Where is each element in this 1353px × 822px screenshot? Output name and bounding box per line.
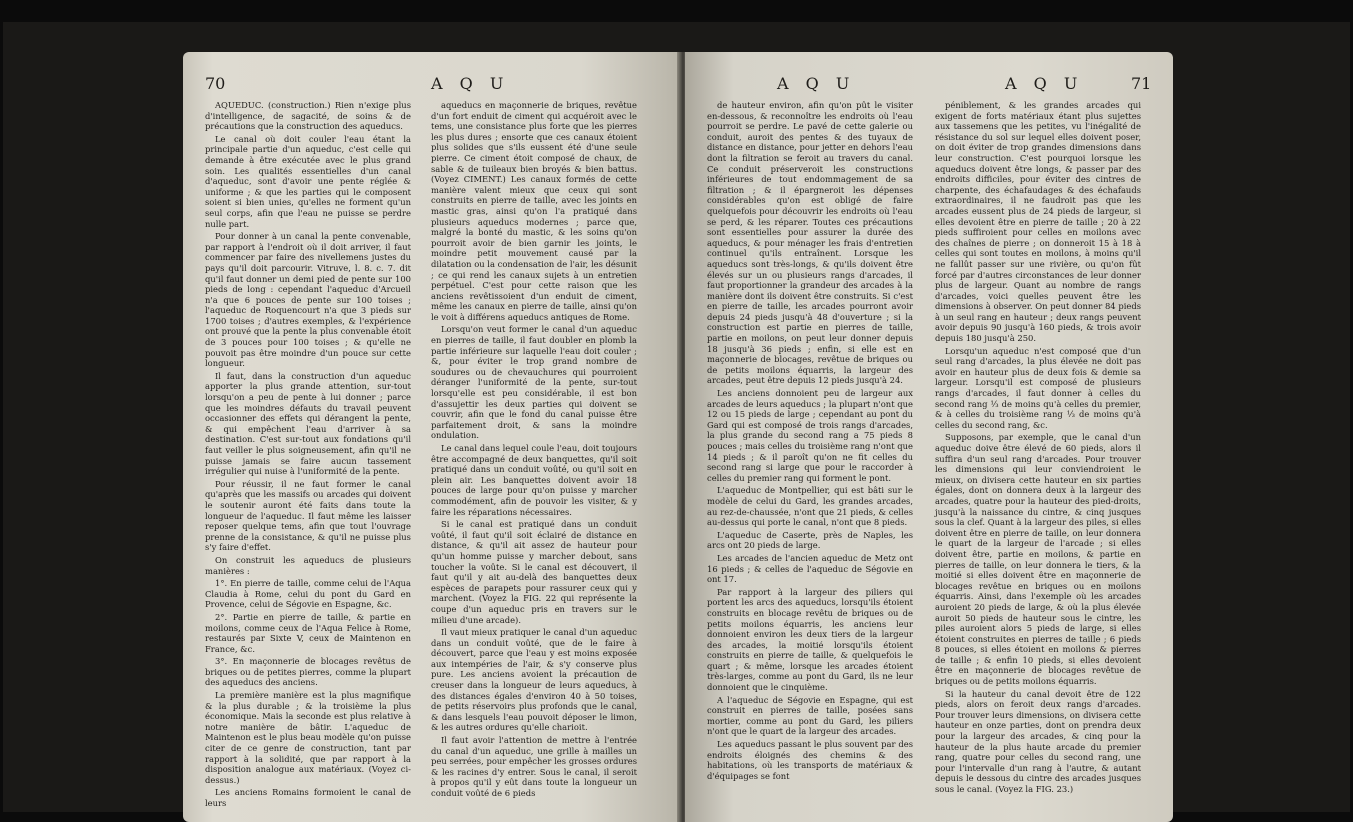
paragraph: La première manière est la plus magnifique & la plus durable ; & la troisième la plus économique. Mais la seconde est plus relative à notre manière de bâtir. L'aqueduc de Maintenon est le plus beau modèle qu'on puisse citer de ce genre de construction, tant par rapport à la solidité, que par rapport à la disposition analogue aux matériaux. (Voyez ci-dessus.) bbox=[205, 690, 411, 785]
paragraph: AQUEDUC. (construction.) Rien n'exige plus d'intelligence, de sagacité, de soins & de précautions que la construction des aqueducs. bbox=[205, 100, 411, 132]
paragraph: Le canal dans lequel coule l'eau, doit toujours être accompagné de deux banquettes, qu'il soit pratiqué dans un conduit voûté, ou qu'il soit en plein air. Les banquettes doivent avoir 18 pouces de large pour qu'on puisse y marcher commodément, afin de pouvoir les visiter, & y faire les réparations nécessaires. bbox=[431, 443, 637, 517]
paragraph: Le canal où doit couler l'eau étant la principale partie d'un aqueduc, c'est celle qui demande à être exécutée avec le plus grand soin. Les qualités essentielles d'un canal d'aqueduc, sont d'avoir une pente réglée & uniforme ; & que les parties qui le composent soient si bien unies, qu'elles ne forment qu'un seul corps, afin que l'eau ne puisse se perdre nulle part. bbox=[205, 133, 411, 229]
right-page-number: 71 bbox=[1131, 74, 1152, 93]
paragraph: Il faut avoir l'attention de mettre à l'entrée du canal d'un aqueduc, une grille à mailles un peu serrées, pour empêcher les grosses ordures & les racines d'y entrer. Sous le canal, il seroit à propos qu'il y eût dans toute la longueur un conduit voûté de 6 pieds bbox=[431, 735, 637, 798]
right-column-1 bbox=[707, 100, 913, 783]
right-running-head-left: A Q U bbox=[777, 74, 856, 93]
paragraph: Si le canal est pratiqué dans un conduit voûté, il faut qu'il soit éclairé de distance en distance, & qu'il ait assez de hauteur pour qu'un homme puisse y marcher debout, sans toucher la voûte. Si le canal est découvert, il faut qu'il y ait au-delà des banquettes deux espèces de parapets pour rassurer ceux qui y marchent. (Voyez la FIG. 22 qui représente la coupe d'un aqueduc pris en travers sur le milieu d'une arcade). bbox=[431, 519, 637, 625]
paragraph: Il faut, dans la construction d'un aqueduc apporter la plus grande attention, sur-tout lorsqu'on a peu de pente à lui donner ; parce que les moindres défauts du travail peuvent occasionner des effets qui dérangent la pente, & qui empêchent l'eau d'arriver à sa destination. C'est sur-tout aux fondations qu'il faut veiller le plus soigneusement, afin qu'il ne puisse jamais se faire aucun tassement irrégulier qui nuise à l'uniformité de la pente. bbox=[205, 370, 411, 477]
book-scan bbox=[3, 22, 1350, 812]
paragraph: 2°. Partie en pierre de taille, & partie en moilons, comme ceux de l'Aqua Felice à Rome, restaurés par Sixte V, ceux de Maintenon en France, &c. bbox=[205, 611, 411, 654]
paragraph: Les aqueducs passant le plus souvent par des endroits éloignés des chemins & des habitations, où les transports de matériaux & d'équipages se font bbox=[707, 739, 913, 781]
paragraph: On construit les aqueducs de plusieurs manières : bbox=[205, 554, 411, 576]
paragraph: Pour donner à un canal la pente convenable, par rapport à l'endroit où il doit arriver, il faut commencer par faire des nivellemens justes du pays qu'il doit parcourir. Vitruve, l. 8. c. 7. dit qu'il faut donner un demi pied de pente sur 100 pieds de long : cependant l'aqueduc d'Arcueil n'a que 6 pouces de pente sur 100 toises ; l'aqueduc de Roquencourt n'a que 3 pieds sur 1700 toises ; d'autres exemples, & l'expérience ont prouvé que la pente la plus convenable étoit de 3 pouces pour 100 toises ; & qu'elle ne pouvoit pas être moindre d'un pouce sur cette longueur. bbox=[205, 231, 411, 369]
left-page bbox=[183, 52, 681, 822]
paragraph: Si la hauteur du canal devoit être de 122 pieds, alors on feroit deux rangs d'arcades. Pour trouver leurs dimensions, on divisera cette hauteur en onze parties, dont on prendra deux pour la largeur des arcades, & cinq pour la hauteur de la plus haute arcade du premier rang, quatre pour celles du second rang, une pour l'intervalle d'un rang à l'autre, & autant depuis le dessous du cintre des arcades jusques sous le canal. (Voyez la FIG. 23.) bbox=[935, 688, 1141, 794]
paragraph: Lorsqu'un aqueduc n'est composé que d'un seul rang d'arcades, la plus élevée ne doit pas avoir en hauteur plus de deux fois & demie sa largeur. Lorsqu'il est composé de plusieurs rangs d'arcades, il faut donner à celles du second rang ⅓ de moins qu'à celles du premier, & à celles du troisième rang ⅓ de moins qu'à celles du second rang, &c. bbox=[935, 345, 1141, 430]
right-page bbox=[685, 52, 1173, 822]
paragraph: 3°. En maçonnerie de blocages revêtus de briques ou de petites pierres, comme la plupart des aqueducs des anciens. bbox=[205, 656, 411, 688]
left-column-1 bbox=[205, 100, 411, 811]
paragraph: péniblement, & les grandes arcades qui exigent de forts matériaux étant plus sujettes aux tassemens que les petites, vu l'inégalité de résistance du sol sur lequel elles doivent poser, on doit éviter de trop grandes dimensions dans leur construction. C'est pourquoi lorsque les aqueducs doivent être longs, & passer par des endroits difficiles, pour éviter des cintres de charpente, des échafaudages & des échafauds extraordinaires, il ne faudroit pas que les arcades eussent plus de 24 pieds de largeur, si elles devoient être en pierre de taille ; 20 à 22 pieds suffiroient pour celles en moilons avec des chaînes de pierre ; on donneroit 15 à 18 à celles qui sont toutes en moilons, à moins qu'il ne fallût passer sur une rivière, ou qu'on fût forcé par d'autres circonstances de leur donner plus de largeur. Quant au nombre de rangs d'arcades, voici quelles peuvent être les dimensions à observer. On peut donner 84 pieds à un seul rang en hauteur ; deux rangs peuvent avoir depuis 90 jusqu'à 160 pieds, & trois avoir depuis 180 jusqu'à 250. bbox=[935, 100, 1141, 344]
paragraph: L'aqueduc de Montpellier, qui est bâti sur le modèle de celui du Gard, les grandes arcades, au rez-de-chaussée, n'ont que 21 pieds, & celles au-dessus qui porte le canal, n'ont que 8 pieds. bbox=[707, 485, 913, 528]
paragraph: Supposons, par exemple, que le canal d'un aqueduc doive être élevé de 60 pieds, alors il suffira d'un seul rang d'arcades. Pour trouver les dimensions qui leur conviendroient le mieux, on divisera cette hauteur en six parties égales, dont on donnera deux à la largeur des arcades, quatre pour la hauteur des pied-droits, jusqu'à la naissance du cintre, & cinq jusques sous la clef. Quant à la largeur des piles, si elles doivent être en pierre de taille, on leur donnera le quart de la largeur de l'arcade ; si elles doivent être, partie en moilons, & partie en pierres de taille, on leur donnera le tiers, & la moitié si elles doivent être en maçonnerie de blocages revêtue en briques ou en moilons équarris. Ainsi, dans l'exemple où les arcades auroient 20 pieds de large, & où la plus élevée auroit 50 pieds de hauteur sous le cintre, les piles auroient alors 5 pieds de large, si elles étoient construites en pierres de taille ; 6 pieds 8 pouces, si elles étoient en moilons & pierres de taille ; & enfin 10 pieds, si elles devoient être en maçonnerie de blocages revêtue de briques ou de petits moilons équarris. bbox=[935, 432, 1141, 687]
paragraph: Il vaut mieux pratiquer le canal d'un aqueduc dans un conduit voûté, que de le faire à découvert, parce que l'eau y est moins exposée aux intempéries de l'air, & s'y conserve plus pure. Les anciens avoient la précaution de creuser dans la longueur de leurs aqueducs, à des distances égales d'environ 40 à 50 toises, de petits réservoirs plus profonds que le canal, & dans lesquels l'eau pouvoit déposer le limon, & les autres ordures qu'elle charioit. bbox=[431, 627, 637, 733]
paragraph: Lorsqu'on veut former le canal d'un aqueduc en pierres de taille, il faut doubler en plomb la partie inférieure sur laquelle l'eau doit couler ; &, pour éviter le trop grand nombre de soudures ou de chevauchures qui pourroient déranger l'uniformité de la pente, sur-tout lorsqu'elle est peu considérable, il est bon d'assujettir les deux parties qui doivent se couvrir, afin que le fond du canal puisse être parfaitement droit, & sans la moindre ondulation. bbox=[431, 324, 637, 441]
paragraph: L'aqueduc de Caserte, près de Naples, les arcs ont 20 pieds de large. bbox=[707, 529, 913, 551]
right-column-2 bbox=[935, 100, 1141, 797]
paragraph: aqueducs en maçonnerie de briques, revêtue d'un fort enduit de ciment qui acquéroit avec le tems, une consistance plus forte que les pierres les plus dures ; ensorte que ces canaux étoient plus solides que s'ils eussent été d'une seule pierre. Ce ciment étoit composé de chaux, de sable & de tuileaux bien broyés & bien battus. (Voyez CIMENT.) Les canaux formés de cette manière valent mieux que ceux qui sont construits en pierre de taille, avec les joints en mastic gras, ainsi qu'on l'a pratiqué dans plusieurs aqueducs modernes ; parce que, malgré la bonté du mastic, & les soins qu'on pourroit avoir de bien garnir les joints, le moindre petit mouvement causé par la dilatation ou la condensation de l'air, les désunit ; ce qui rend les canaux sujets à un entretien perpétuel. C'est pour cette raison que les anciens revêtissoient d'un enduit de ciment, même les canaux en pierre de taille, ainsi qu'on le voit à différens aqueducs antiques de Rome. bbox=[431, 100, 637, 322]
paragraph: Les anciens donnoient peu de largeur aux arcades de leurs aqueducs ; la plupart n'ont que 12 ou 15 pieds de large ; cependant au pont du Gard qui est composé de trois rangs d'arcades, la plus grande du second rang a 75 pieds 8 pouces ; mais celles du troisième rang n'ont que 14 pieds ; & il paroît qu'on ne fit celles du second rang si large que pour le raccorder à celles du premier rang qui forment le pont. bbox=[707, 388, 913, 483]
paragraph: Pour réussir, il ne faut former le canal qu'après que les massifs ou arcades qui doivent le soutenir auront été faits dans toute la longueur de l'aqueduc. Il faut même les laisser reposer quelque tems, afin que tout l'ouvrage prenne de la consistance, & qu'il ne puisse plus s'y faire d'effet. bbox=[205, 478, 411, 553]
left-column-2 bbox=[431, 100, 637, 801]
paragraph: Par rapport à la largeur des piliers qui portent les arcs des aqueducs, lorsqu'ils étoient construits en blocage revêtu de briques ou de petits moilons équarris, les anciens leur donnoient environ les deux tiers de la largeur des arcades, la moitié lorsqu'ils étoient construits en pierre de taille, & quelquefois le quart ; & même, lorsque les arcades étoient très-larges, comme au pont du Gard, ils ne leur donnoient que le cinquième. bbox=[707, 586, 913, 693]
left-running-head: A Q U bbox=[431, 74, 510, 93]
paragraph: Les anciens Romains formoient le canal de leurs bbox=[205, 787, 411, 808]
right-running-head-right: A Q U bbox=[1005, 74, 1084, 93]
paragraph: Les arcades de l'ancien aqueduc de Metz ont 16 pieds ; & celles de l'aqueduc de Ségovie en ont 17. bbox=[707, 552, 913, 585]
left-page-number: 70 bbox=[205, 74, 226, 93]
paragraph: 1°. En pierre de taille, comme celui de l'Aqua Claudia à Rome, celui du pont du Gard en Provence, celui de Ségovie en Espagne, &c. bbox=[205, 578, 411, 610]
paragraph: de hauteur environ, afin qu'on pût le visiter en-dessous, & reconnoître les endroits où l'eau pourroit se perdre. Le pavé de cette galerie ou conduit, auroit des pentes & des tuyaux de distance en distance, pour jetter en dehors l'eau dont la filtration se feroit au travers du canal. Ce conduit préserveroit les constructions inférieures de tout endommagement de sa filtration ; & il épargneroit les dépenses considérables qu'on est obligé de faire quelquefois pour découvrir les endroits où l'eau se perd, & les réparer. Toutes ces précautions sont essentielles pour assurer la durée des aqueducs, & pour ménager les frais d'entretien continuel qu'ils entraînent. Lorsque les aqueducs sont très-longs, & qu'ils doivent être élevés sur un ou plusieurs rangs d'arcades, il faut proportionner la grandeur des arcades à la manière dont ils doivent être construits. Si c'est en pierre de taille, les arcades pourront avoir depuis 24 pieds jusqu'à 48 d'ouverture ; si la construction est partie en pierres de taille, partie en moilons, on peut leur donner depuis 18 jusqu'à 36 pieds ; enfin, si elle est en maçonnerie de blocages, revêtue de briques ou de petits moilons équarris, la largeur des arcades, peut être depuis 12 pieds jusqu'à 24. bbox=[707, 100, 913, 386]
paragraph: A l'aqueduc de Ségovie en Espagne, qui est construit en pierres de taille, posées sans mortier, comme au pont du Gard, les piliers n'ont que le quart de la largeur des arcades. bbox=[707, 694, 913, 737]
